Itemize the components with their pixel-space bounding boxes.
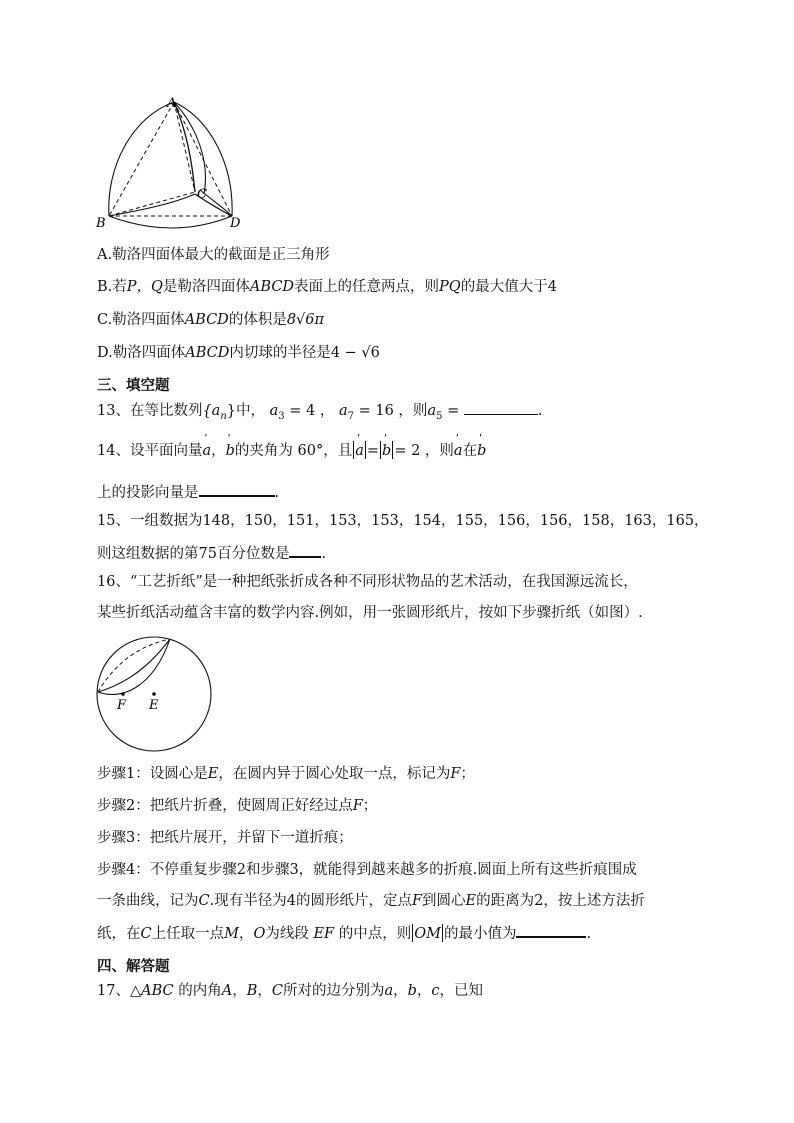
abs-bar [365,441,366,459]
q14-eq-mid: = [366,443,380,459]
q13-end: . [537,403,543,419]
q13-mid: 中， [236,403,266,419]
fold-dashed-arc [98,639,170,692]
question-14 [97,441,486,461]
q14-vector-a2: ˈ a [454,441,463,461]
question-14-line2 [97,481,279,503]
reuleaux-tetrahedron-figure [92,92,252,232]
label-f: F [117,698,127,713]
q14-sep: ， [211,443,226,459]
fold-crease [98,639,170,692]
paper-folding-figure [92,630,220,758]
step1-c: ； [460,766,475,782]
step2-a: 步骤2：把纸片折叠，使圆周正好经过点 [97,798,353,814]
q17-c3: ， [393,983,408,999]
question-13 [97,400,542,427]
option-a [97,245,330,265]
option-b [97,277,557,297]
question-17 [97,981,483,1001]
step4-l3-ef: EF [313,926,335,942]
q14-eq-end: = 2 ，则 [394,443,454,459]
q13-a5: a [427,403,437,419]
edge-bc-dashed [109,192,195,216]
step-3 [97,828,353,848]
option-b-pq: P，Q [126,279,163,295]
q15-line2: 则这组数据的第75百分位数是 [97,546,290,562]
step4-l2-a: 一条曲线，记为 [97,893,199,909]
q17-prefix: 17、△ [97,983,142,999]
q14-mid: 的夹角为 60°，且 [234,443,353,459]
question-16 [97,572,638,592]
arc-bd [109,216,232,228]
q14-abs-b: ˈ b [382,441,391,461]
label-c: C [197,187,207,202]
q13-seq-sub: n [220,410,227,422]
step-1 [97,764,475,784]
option-b-end: 的最大值大于4 [460,279,557,295]
q14-vector-b: ˈ b [226,441,235,461]
q17-c: C [271,983,283,999]
q15-line1: 15、一组数据为148，150，151，153，153，154，155，156，156，158，163，165， [97,513,709,529]
q13-a5-eq: = [442,403,464,419]
step4-l3-e: 为线段 [265,926,314,942]
step4-l3-m: M [224,926,239,942]
step4-l2-c: C [198,893,210,909]
question-15-line2 [97,542,326,564]
option-b-pq2: PQ [439,279,461,295]
step4-l3-o: O [253,926,266,942]
abs-bar [380,441,381,459]
option-b-prefix: B.若 [97,279,127,295]
q13-a5-sub: 5 [436,410,443,422]
q13-prefix: 13、在等比数列 [97,403,203,419]
q13-a7: a [338,403,348,419]
step1-f: F [450,766,461,782]
q15-end: . [321,546,327,562]
option-c-value: 8√6π [286,312,325,328]
step4-l3-d: ， [238,926,254,942]
label-e: E [149,698,159,713]
option-c-prefix: C.勒洛四面体 [97,312,185,328]
abs-bar [442,924,443,942]
step4-l2-f: F [411,893,423,909]
option-d [97,343,380,363]
step4-l3-c: C [140,926,152,942]
option-d-value: 4 − √6 [330,345,380,361]
q17-mid2: 所对的边分别为 [282,983,385,999]
q14-end: . [274,485,280,501]
question-15 [97,511,709,531]
step4-l3-f: 的中点，则 [334,926,412,942]
q13-answer-blank[interactable] [464,400,538,415]
step4-l3-g: 的最小值为 [443,926,517,942]
q17-c4: ， [416,983,432,999]
q14-prefix: 14、设平面向量 [97,443,203,459]
q14-line2-text: 上的投影向量是 [97,485,199,501]
step4-line1: 步骤4：不停重复步骤2和步骤3，就能得到越来越多的折痕.圆面上所有这些折痕围成 [97,862,637,878]
step4-l3-end: . [586,926,592,942]
q13-a3-sub: 3 [278,410,285,422]
step4-l2-b: .现有半径为4的圆形纸片，定点 [209,893,412,909]
option-c-mid: 的体积是 [228,312,287,328]
option-d-prefix: D.勒洛四面体 [97,345,186,361]
step4-l3-b: 上任取一点 [151,926,225,942]
q13-a3-val: = 4 ， [284,403,335,419]
q16-line1: 16、“工艺折纸”是一种把纸张折成各种不同形状物品的艺术活动，在我国源远流长， [97,574,638,590]
option-b-mid: 是勒洛四面体 [162,279,250,295]
option-b-abcd: ABCD [249,279,295,295]
option-b-mid2: 表面上的任意两点，则 [294,279,440,295]
q17-la: a [384,983,394,999]
fold-inner-arc [98,639,170,694]
option-d-abcd: ABCD [185,345,230,361]
option-c-abcd: ABCD [184,312,229,328]
q13-seq-end: } [226,403,237,419]
q13-a7-val: = 16 ，则 [354,403,428,419]
step-4 [97,860,637,880]
step4-l2-d: 到圆心 [422,893,466,909]
step4-l3-om: OM [414,926,441,942]
step4-l2-g: 的距离为2，按上述方法折 [476,893,645,909]
q13-seq: {a [202,403,221,419]
q17-lb: b [407,983,417,999]
q17-c2: ， [257,983,272,999]
q17-c1: ， [232,983,247,999]
step2-f: F [352,798,363,814]
label-a: A [167,96,177,111]
q13-a7-sub: 7 [347,410,354,422]
q17-abc: ABC [141,983,174,999]
label-b: B [96,216,106,231]
q14-vector-a: ˈ a [202,441,211,461]
question-16-line2 [97,603,643,623]
q14-vector-b2: ˈ b [477,441,486,461]
step-4-line2 [97,891,645,911]
option-d-mid: 内切球的半径是 [229,345,331,361]
step-4-line3 [97,922,591,944]
option-c [97,310,324,330]
step4-l3-a: 纸，在 [97,926,141,942]
q14-abs-a: ˈ a [355,441,364,461]
point-f [121,692,125,696]
q15-answer-blank[interactable] [289,542,321,558]
q17-lc: c [431,983,440,999]
q16-answer-blank[interactable] [516,922,586,938]
step1-b: ，在圆内异于圆心处取一点，标记为 [218,766,451,782]
step3-text: 步骤3：把纸片展开，并留下一道折痕； [97,830,353,846]
step2-b: ； [362,798,378,814]
arc-bc [109,194,195,216]
section-3-title: 三、填空题 [97,378,170,394]
step4-l2-e: E [465,893,477,909]
label-d: D [230,216,241,231]
step-2 [97,796,377,816]
abs-bar [353,441,354,459]
q14-answer-blank[interactable] [199,481,275,497]
step1-a: 步骤1：设圆心是 [97,766,208,782]
point-e [152,692,156,696]
q17-a: A [221,983,233,999]
q17-mid: 的内角 [173,983,222,999]
q13-a3: a [269,403,279,419]
section-4-title: 四、解答题 [97,959,170,975]
q17-b: B [246,983,258,999]
option-a-text: A.勒洛四面体最大的截面是正三角形 [97,247,330,263]
step1-e: E [207,766,219,782]
q14-on: 在 [462,443,478,459]
q16-line2: 某些折纸活动蕴含丰富的数学内容.例如，用一张圆形纸片，按如下步骤折纸（如图）. [97,605,643,621]
q17-end: ，已知 [439,983,484,999]
